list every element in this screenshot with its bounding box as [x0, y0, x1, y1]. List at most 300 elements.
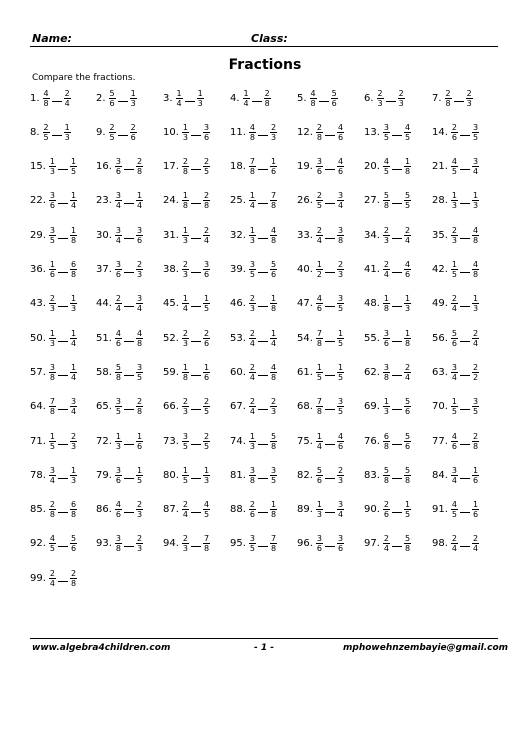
fraction-left: [249, 397, 256, 416]
numerator: 4: [473, 260, 479, 269]
numerator: 2: [249, 328, 255, 338]
problem-number: 68.: [297, 401, 313, 413]
answer-blank[interactable]: [460, 238, 470, 239]
fraction-right: [136, 466, 143, 485]
problem-item: [297, 223, 344, 247]
problem-number: 70.: [432, 401, 448, 413]
problem-item: [364, 292, 411, 316]
fraction-right: [404, 534, 411, 553]
denominator: 3: [405, 304, 411, 314]
fraction-right: [136, 534, 143, 553]
fraction-left: [316, 432, 323, 451]
answer-blank[interactable]: [258, 135, 268, 136]
problem-item: [30, 360, 77, 384]
denominator: 8: [71, 235, 77, 245]
answer-blank[interactable]: [325, 238, 335, 239]
answer-blank[interactable]: [392, 341, 402, 342]
fraction-left: [383, 500, 390, 519]
problem-item: [297, 155, 344, 179]
problem-item: [297, 292, 344, 316]
denominator: 3: [249, 304, 255, 314]
numerator: 3: [49, 225, 55, 235]
fraction-right: [70, 294, 77, 313]
denominator: 5: [204, 407, 210, 417]
answer-blank[interactable]: [118, 101, 128, 102]
answer-blank[interactable]: [258, 341, 268, 342]
problem-number: 76.: [364, 435, 380, 447]
fraction-left: [316, 363, 323, 382]
denominator: 2: [473, 372, 479, 382]
answer-blank[interactable]: [460, 546, 470, 547]
numerator: 3: [473, 397, 479, 407]
numerator: 1: [316, 500, 322, 510]
fraction-right: [70, 226, 77, 245]
denominator: 8: [271, 441, 277, 451]
problem-number: 84.: [432, 469, 448, 481]
answer-blank[interactable]: [392, 478, 402, 479]
problem-item: [364, 360, 411, 384]
fraction-left: [115, 260, 122, 279]
fraction-left: [316, 500, 323, 519]
denominator: 6: [405, 407, 411, 417]
answer-blank[interactable]: [258, 409, 268, 410]
fraction-right: [331, 89, 338, 108]
answer-blank[interactable]: [58, 478, 68, 479]
problem-number: 28.: [432, 195, 448, 207]
fraction-right: [337, 363, 344, 382]
denominator: 5: [338, 304, 344, 314]
numerator: 2: [249, 362, 255, 372]
denominator: 3: [182, 270, 188, 279]
numerator: 2: [43, 122, 49, 132]
fraction-left: [182, 363, 189, 382]
answer-blank[interactable]: [124, 238, 134, 239]
denominator: 3: [249, 441, 255, 451]
fraction-right: [70, 363, 77, 382]
denominator: 8: [271, 544, 277, 554]
numerator: 1: [49, 431, 55, 441]
answer-blank[interactable]: [325, 409, 335, 410]
answer-blank[interactable]: [454, 101, 464, 102]
denominator: 5: [182, 441, 188, 451]
answer-blank[interactable]: [191, 375, 201, 376]
denominator: 6: [338, 132, 344, 142]
answer-blank[interactable]: [392, 169, 402, 170]
answer-blank[interactable]: [58, 306, 68, 307]
fraction-right: [203, 363, 210, 382]
answer-blank[interactable]: [58, 203, 68, 204]
numerator: 1: [71, 294, 77, 304]
fraction-left: [182, 294, 189, 313]
numerator: 1: [473, 294, 479, 304]
denominator: 6: [338, 167, 344, 177]
answer-blank[interactable]: [460, 169, 470, 170]
denominator: 3: [115, 441, 121, 451]
denominator: 8: [137, 407, 143, 417]
answer-blank[interactable]: [392, 306, 402, 307]
answer-blank[interactable]: [258, 375, 268, 376]
fraction-left: [249, 294, 256, 313]
answer-blank[interactable]: [325, 375, 335, 376]
numerator: 2: [49, 568, 55, 578]
answer-blank[interactable]: [124, 203, 134, 204]
numerator: 4: [451, 431, 457, 441]
problem-number: 97.: [364, 538, 380, 550]
problem-number: 60.: [230, 366, 246, 378]
problem-item: [230, 292, 277, 316]
problem-number: 65.: [96, 401, 112, 413]
answer-blank[interactable]: [191, 512, 201, 513]
fraction-left: [115, 226, 122, 245]
problem-number: 27.: [364, 195, 380, 207]
fraction-right: [203, 294, 210, 313]
denominator: 4: [49, 475, 55, 485]
numerator: 1: [243, 88, 249, 98]
fraction-right: [472, 260, 479, 279]
answer-blank[interactable]: [258, 238, 268, 239]
answer-blank[interactable]: [191, 409, 201, 410]
numerator: 4: [49, 534, 55, 544]
fraction-right: [270, 397, 277, 416]
problem-number: 29.: [30, 229, 46, 241]
denominator: 5: [338, 372, 344, 382]
fraction-left: [451, 226, 458, 245]
numerator: 2: [451, 225, 457, 235]
answer-blank[interactable]: [191, 546, 201, 547]
fraction-left: [182, 397, 189, 416]
answer-blank[interactable]: [124, 375, 134, 376]
answer-blank[interactable]: [392, 375, 402, 376]
answer-blank[interactable]: [58, 238, 68, 239]
answer-blank[interactable]: [460, 512, 470, 513]
answer-blank[interactable]: [124, 272, 134, 273]
answer-blank[interactable]: [191, 203, 201, 204]
answer-blank[interactable]: [392, 272, 402, 273]
problem-number: 14.: [432, 126, 448, 138]
denominator: 8: [49, 372, 55, 382]
denominator: 4: [182, 304, 188, 314]
fraction-right: [70, 191, 77, 210]
fraction-right: [472, 432, 479, 451]
answer-blank[interactable]: [191, 306, 201, 307]
denominator: 3: [182, 132, 188, 142]
problem-number: 91.: [432, 504, 448, 516]
problem-number: 39.: [230, 264, 246, 275]
problem-number: 23.: [96, 195, 112, 207]
answer-blank[interactable]: [392, 546, 402, 547]
answer-blank[interactable]: [124, 306, 134, 307]
answer-blank[interactable]: [191, 272, 201, 273]
answer-blank[interactable]: [124, 444, 134, 445]
numerator: 3: [338, 500, 344, 510]
fraction-right: [130, 123, 137, 142]
answer-blank[interactable]: [124, 478, 134, 479]
answer-blank[interactable]: [258, 444, 268, 445]
fraction-right: [404, 397, 411, 416]
answer-blank[interactable]: [460, 375, 470, 376]
answer-blank[interactable]: [191, 238, 201, 239]
numerator: 4: [271, 362, 277, 372]
numerator: 7: [271, 534, 277, 544]
answer-blank[interactable]: [58, 272, 68, 273]
answer-blank[interactable]: [319, 101, 329, 102]
fraction-left: [383, 466, 390, 485]
numerator: 1: [473, 465, 479, 475]
answer-blank[interactable]: [325, 135, 335, 136]
answer-blank[interactable]: [392, 135, 402, 136]
problem-item: [163, 292, 210, 316]
answer-blank[interactable]: [191, 135, 201, 136]
denominator: 5: [405, 201, 411, 211]
answer-blank[interactable]: [191, 341, 201, 342]
denominator: 3: [377, 98, 383, 108]
answer-blank[interactable]: [325, 478, 335, 479]
denominator: 4: [176, 98, 182, 108]
numerator: 1: [182, 225, 188, 235]
answer-blank[interactable]: [258, 512, 268, 513]
answer-blank[interactable]: [392, 444, 402, 445]
fraction-left: [316, 466, 323, 485]
numerator: 4: [451, 157, 457, 167]
denominator: 4: [249, 338, 255, 348]
fraction-left: [383, 157, 390, 176]
answer-blank[interactable]: [58, 409, 68, 410]
denominator: 5: [451, 407, 457, 417]
problem-number: 74.: [230, 435, 246, 447]
fraction-right: [203, 123, 210, 142]
answer-blank[interactable]: [52, 101, 62, 102]
answer-blank[interactable]: [325, 306, 335, 307]
numerator: 2: [405, 225, 411, 235]
problem-number: 64.: [30, 401, 46, 413]
numerator: 1: [182, 362, 188, 372]
footer-website: www.algebra4children.com: [32, 643, 171, 653]
answer-blank[interactable]: [258, 203, 268, 204]
problem-number: 61.: [297, 366, 313, 378]
answer-blank[interactable]: [386, 101, 396, 102]
answer-blank[interactable]: [325, 341, 335, 342]
denominator: 8: [310, 98, 316, 108]
denominator: 3: [137, 270, 143, 279]
fraction-right: [70, 157, 77, 176]
denominator: 4: [473, 167, 479, 177]
numerator: 2: [137, 500, 143, 510]
answer-blank[interactable]: [58, 512, 68, 513]
fraction-left: [249, 123, 256, 142]
denominator: 4: [182, 510, 188, 520]
answer-blank[interactable]: [325, 546, 335, 547]
denominator: 5: [109, 132, 115, 142]
problem-number: 7.: [432, 92, 442, 104]
numerator: 1: [137, 431, 143, 441]
denominator: 6: [115, 510, 121, 520]
problem-item: [30, 120, 71, 144]
answer-blank[interactable]: [325, 512, 335, 513]
answer-blank[interactable]: [258, 272, 268, 273]
fraction-left: [182, 157, 189, 176]
denominator: 3: [398, 98, 404, 108]
answer-blank[interactable]: [325, 203, 335, 204]
numerator: 1: [405, 294, 411, 304]
answer-blank[interactable]: [460, 306, 470, 307]
page-number: - 1 -: [254, 643, 274, 653]
denominator: 3: [473, 201, 479, 211]
numerator: 3: [316, 534, 322, 544]
answer-blank[interactable]: [460, 135, 470, 136]
answer-blank[interactable]: [58, 444, 68, 445]
answer-blank[interactable]: [325, 169, 335, 170]
problem-number: 2.: [96, 92, 106, 104]
problem-item: [432, 429, 479, 453]
numerator: 1: [130, 88, 136, 98]
denominator: 8: [405, 167, 411, 177]
problem-item: [364, 86, 405, 110]
numerator: 6: [71, 500, 77, 510]
problem-item: [432, 86, 473, 110]
denominator: 3: [271, 132, 277, 142]
problem-number: 83.: [364, 469, 380, 481]
problem-number: 98.: [432, 538, 448, 550]
numerator: 1: [64, 122, 70, 132]
fraction-left: [445, 89, 452, 108]
answer-blank[interactable]: [392, 203, 402, 204]
answer-blank[interactable]: [58, 546, 68, 547]
numerator: 3: [271, 465, 277, 475]
numerator: 4: [338, 431, 344, 441]
fraction-right: [337, 432, 344, 451]
answer-blank[interactable]: [460, 272, 470, 273]
answer-blank[interactable]: [258, 478, 268, 479]
fraction-right: [404, 294, 411, 313]
answer-blank[interactable]: [325, 444, 335, 445]
name-label: Name:: [32, 32, 72, 45]
denominator: 8: [316, 407, 322, 417]
answer-blank[interactable]: [392, 512, 402, 513]
denominator: 6: [331, 98, 337, 108]
numerator: 7: [49, 397, 55, 407]
numerator: 2: [182, 260, 188, 269]
answer-blank[interactable]: [58, 169, 68, 170]
problem-item: [364, 326, 411, 350]
denominator: 8: [115, 372, 121, 382]
numerator: 1: [137, 191, 143, 201]
problem-item: [364, 498, 411, 522]
problem-item: [297, 395, 344, 419]
problem-number: 33.: [297, 229, 313, 241]
denominator: 8: [182, 201, 188, 211]
numerator: 3: [137, 294, 143, 304]
answer-blank[interactable]: [124, 546, 134, 547]
denominator: 6: [271, 167, 277, 177]
answer-blank[interactable]: [258, 169, 268, 170]
fraction-right: [270, 157, 277, 176]
numerator: 3: [115, 225, 121, 235]
answer-blank[interactable]: [258, 306, 268, 307]
problem-number: 92.: [30, 538, 46, 550]
answer-blank[interactable]: [124, 409, 134, 410]
answer-blank[interactable]: [325, 272, 335, 273]
answer-blank[interactable]: [191, 444, 201, 445]
answer-blank[interactable]: [58, 581, 68, 582]
numerator: 2: [405, 362, 411, 372]
denominator: 8: [383, 475, 389, 485]
answer-blank[interactable]: [460, 341, 470, 342]
answer-blank[interactable]: [124, 512, 134, 513]
problem-item: [364, 429, 411, 453]
numerator: 1: [204, 294, 210, 304]
answer-blank[interactable]: [52, 135, 62, 136]
fraction-right: [136, 260, 143, 279]
answer-blank[interactable]: [124, 341, 134, 342]
answer-blank[interactable]: [392, 238, 402, 239]
fraction-right: [70, 329, 77, 348]
numerator: 4: [383, 157, 389, 167]
fraction-left: [115, 432, 122, 451]
numerator: 3: [383, 328, 389, 338]
numerator: 2: [115, 294, 121, 304]
problem-number: 9.: [96, 126, 106, 138]
denominator: 8: [271, 235, 277, 245]
fraction-right: [472, 157, 479, 176]
answer-blank[interactable]: [252, 101, 262, 102]
numerator: 2: [71, 568, 77, 578]
answer-blank[interactable]: [58, 375, 68, 376]
numerator: 2: [49, 500, 55, 510]
denominator: 8: [249, 167, 255, 177]
numerator: 4: [115, 328, 121, 338]
numerator: 3: [115, 397, 121, 407]
denominator: 8: [49, 407, 55, 417]
denominator: 6: [49, 270, 55, 279]
fraction-right: [136, 432, 143, 451]
answer-blank[interactable]: [118, 135, 128, 136]
answer-blank[interactable]: [460, 409, 470, 410]
denominator: 3: [182, 235, 188, 245]
instruction-text: Compare the fractions.: [32, 73, 136, 83]
problem-item: [364, 120, 411, 144]
answer-blank[interactable]: [58, 341, 68, 342]
denominator: 8: [182, 167, 188, 177]
answer-blank[interactable]: [460, 444, 470, 445]
answer-blank[interactable]: [460, 203, 470, 204]
problem-item: [30, 258, 77, 282]
denominator: 4: [473, 544, 479, 554]
problem-item: [297, 326, 344, 350]
numerator: 1: [451, 191, 457, 201]
answer-blank[interactable]: [124, 169, 134, 170]
answer-blank[interactable]: [258, 546, 268, 547]
answer-blank[interactable]: [460, 478, 470, 479]
answer-blank[interactable]: [392, 409, 402, 410]
fraction-left: [109, 123, 116, 142]
numerator: 2: [182, 157, 188, 167]
fraction-left: [451, 432, 458, 451]
denominator: 6: [109, 98, 115, 108]
fraction-right: [337, 294, 344, 313]
answer-blank[interactable]: [191, 478, 201, 479]
answer-blank[interactable]: [185, 101, 195, 102]
problem-number: 77.: [432, 435, 448, 447]
fraction-left: [316, 534, 323, 553]
answer-blank[interactable]: [191, 169, 201, 170]
fraction-right: [472, 191, 479, 210]
denominator: 4: [249, 372, 255, 382]
problem-number: 8.: [30, 126, 40, 138]
fraction-left: [249, 466, 256, 485]
denominator: 3: [182, 544, 188, 554]
problem-item: [230, 86, 271, 110]
denominator: 3: [383, 235, 389, 245]
